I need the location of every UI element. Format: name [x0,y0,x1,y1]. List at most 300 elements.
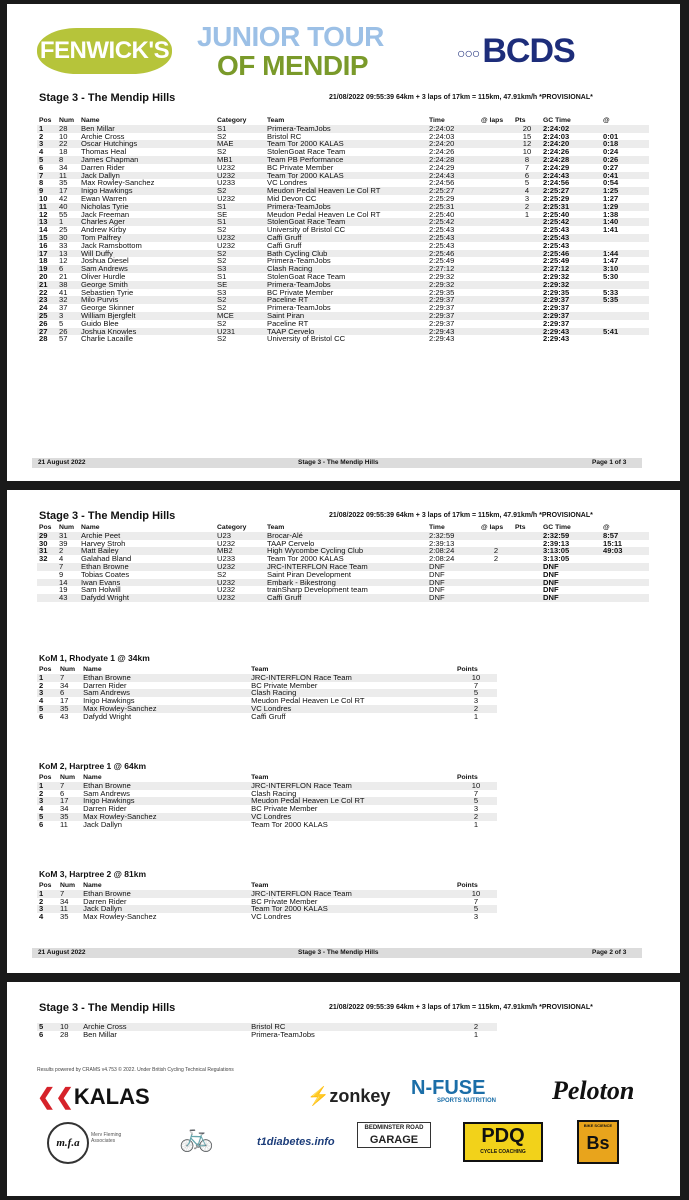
team-cell: JRC-INTERFLON Race Team [265,563,427,571]
name-cell: Sebastien Tyrie [81,287,134,297]
name-cell: Dafydd Wright [79,594,215,602]
category-cell: S2 [217,131,227,141]
col-team: Team [251,666,269,673]
num-cell: 43 [60,711,69,721]
laps-cell [479,156,513,164]
num-cell: 25 [59,225,68,235]
laps-cell [479,172,513,180]
pts-cell [513,312,541,320]
laps-cell [479,571,513,579]
points-cell: 2 [455,705,497,713]
category-cell: U231 [215,328,265,336]
num-cell: 39 [59,538,68,548]
category-cell: S1 [215,218,265,226]
bs-logo-subtext: BIKE SCIENCE [583,1123,613,1128]
points-cell: 5 [455,797,497,805]
num-cell: 12 [59,256,68,266]
pos-cell: 6 [39,1029,44,1039]
category-cell: U232 [215,234,265,242]
table-row [37,594,649,602]
pts-cell [513,226,541,234]
team-cell: Brocar-Alé [265,532,427,540]
name-cell: Iwan Evans [79,579,215,587]
pts-cell [513,273,541,281]
num-cell: 11 [58,905,81,913]
header-logos [7,4,680,92]
team-cell: Paceline RT [265,296,427,304]
category-cell: MAE [215,140,265,148]
laps-cell [479,140,513,148]
pts-cell: 4 [513,187,541,195]
kalas-logo [37,1084,150,1110]
points-cell: 10 [455,674,497,682]
time-cell: 2:24:56 [429,178,455,188]
name-cell: Max Rowley-Sanchez [81,813,249,821]
pos-cell: 3 [37,689,58,697]
time-cell: 2:25:46 [427,250,479,258]
team-cell: High Wycombe Cycling Club [265,547,427,555]
col-pos: Pos [39,882,52,889]
num-cell: 33 [59,240,68,250]
pts-cell: 15 [522,131,532,141]
laps-cell [479,594,513,602]
pos-cell: 7 [37,172,57,180]
num-cell: 43 [57,594,79,602]
num-cell: 28 [57,125,79,133]
num-cell: 6 [60,788,65,798]
name-cell: Darren Rider [81,162,125,172]
gc-time-cell: 2:25:27 [541,187,601,195]
col-category: Category [217,524,247,531]
pts-cell [513,289,541,297]
num-cell: 22 [57,140,79,148]
name-cell: Thomas Heal [81,147,127,157]
pts-cell [513,571,541,579]
name-cell: Charles Ager [79,218,215,226]
pos-cell [37,571,57,579]
nfuse-logo [411,1078,496,1104]
bcds-logo-text: BCDS [482,32,575,70]
gc-time-cell: 2:24:20 [541,140,601,148]
gc-time-cell: 2:25:49 [543,256,570,266]
time-cell: 2:25:49 [429,256,455,266]
team-cell: Caffi Gruff [265,234,427,242]
gap-cell: 49:03 [601,547,649,555]
name-cell: James Chapman [79,156,215,164]
bedminster-logo-line2: GARAGE [369,1134,419,1146]
col-num: Num [60,774,76,781]
table-row [37,335,649,343]
points-cell: 7 [473,680,479,690]
peloton-logo: Peloton [552,1076,635,1105]
gc-time-cell: 2:29:35 [543,287,570,297]
num-cell: 8 [57,156,79,164]
pts-cell [513,579,541,587]
name-cell: Oliver Hurdle [81,271,126,281]
name-cell: Sam Andrews [79,265,215,273]
footer-date: 21 August 2022 [38,459,86,466]
team-cell: Meudon Pedal Heaven Le Col RT [265,187,427,195]
pos-cell: 6 [39,162,44,172]
name-cell: Joshua Diesel [81,256,129,266]
gc-time-cell: 2:29:32 [543,271,570,281]
pts-cell [513,218,541,226]
pos-cell: 19 [37,265,57,273]
pos-cell: 3 [37,140,57,148]
team-cell: VC Londres [251,912,292,922]
jtm-logo-line2: OF MENDIP [217,50,369,81]
laps-cell [479,296,513,304]
gc-time-cell: 2:25:31 [541,203,601,211]
time-cell: DNF [429,585,445,595]
laps-cell [479,148,513,156]
col-name: Name [81,524,100,531]
num-cell: 1 [57,218,79,226]
table-row [37,913,497,921]
name-cell: George Skinner [81,303,135,313]
team-cell: JRC-INTERFLON Race Team [249,782,455,790]
pos-cell: 20 [39,271,48,281]
name-cell: Harvey Stroh [81,538,126,548]
points-cell: 7 [473,788,479,798]
points-cell: 1 [473,819,479,829]
pos-cell: 23 [37,296,57,304]
col-pos: Pos [39,524,52,531]
team-cell: Primera-TeamJobs [265,125,427,133]
pos-cell: 28 [39,334,48,344]
gc-time-cell: 2:27:12 [541,265,601,273]
pos-cell: 5 [37,156,57,164]
laps-cell [479,257,513,265]
gap-cell: 0:54 [603,178,619,188]
num-cell: 31 [57,532,79,540]
kom2-table [37,774,497,829]
team-cell: Bath Cycling Club [265,250,427,258]
table-row [37,713,497,721]
pos-cell: 8 [39,178,44,188]
results-table [37,117,649,343]
footer-page: Page 2 of 3 [592,949,627,956]
pts-cell [513,532,541,540]
time-cell: 2:24:20 [427,140,479,148]
col-gap: @ [603,524,610,531]
points-cell: 2 [455,813,497,821]
pos-cell: 15 [37,234,57,242]
gap-cell: 0:41 [601,172,649,180]
num-cell: 7 [57,563,79,571]
powered-by-text: Results powered by CRAMS v4.753 © 2022. Under British Cycling Technical Regulations [37,1067,234,1073]
team-cell: Clash Racing [249,689,455,697]
results-page-3 [7,982,680,1196]
gap-cell: 0:26 [601,156,649,164]
kom3-title: KoM 3, Harptree 2 @ 81km [39,869,147,879]
gc-time-cell: DNF [541,594,601,602]
pts-cell [513,547,541,555]
time-cell: 2:08:24 [427,547,479,555]
num-cell: 17 [60,696,69,706]
team-cell: Saint Piran Development [267,569,351,579]
category-cell: S2 [217,256,227,266]
pos-cell: 11 [37,203,57,211]
laps-cell [479,320,513,328]
pos-cell: 1 [37,782,58,790]
laps-cell [479,281,513,289]
col-time: Time [429,117,445,124]
laps-cell [479,289,513,297]
t1diabetes-logo: t1diabetes.info [257,1136,335,1148]
time-cell: DNF [429,569,445,579]
laps-cell [479,234,513,242]
gap-cell: 0:18 [601,140,649,148]
points-cell: 10 [455,890,497,898]
name-cell: Max Rowley-Sanchez [83,912,157,922]
gap-cell: 1:29 [601,203,649,211]
gap-cell: 1:44 [601,250,649,258]
pts-cell: 20 [513,125,541,133]
gc-time-cell: 2:29:37 [543,318,570,328]
stage-info: 21/08/2022 09:55:39 64km + 3 laps of 17km = 115km, 47.91km/h *PROVISIONAL* [329,94,593,101]
category-cell: U232 [217,538,236,548]
pts-cell [513,335,541,343]
col-num: Num [59,117,75,124]
pdq-logo-text: PDQ [481,1125,525,1147]
team-cell: Caffi Gruff [267,240,302,250]
num-cell: 13 [57,250,79,258]
pos-cell: 5 [37,705,58,713]
name-cell: Archie Cross [81,131,125,141]
sponsor-logos [7,1062,680,1192]
laps-cell [479,218,513,226]
laps-cell [479,187,513,195]
pts-cell: 1 [524,209,530,219]
pos-cell: 25 [37,312,57,320]
category-cell: U232 [215,594,265,602]
category-cell: U232 [215,579,265,587]
category-cell: S2 [215,296,265,304]
category-cell: S1 [217,271,227,281]
col-category: Category [217,117,247,124]
stage-title: Stage 3 - The Mendip Hills [39,92,176,104]
pos-cell [37,579,57,587]
num-cell: 11 [60,819,68,829]
laps-cell [479,563,513,571]
num-cell: 17 [58,797,81,805]
pos-cell: 17 [37,250,57,258]
team-cell: BC Private Member [251,680,318,690]
name-cell: Darren Rider [83,680,127,690]
pos-cell: 18 [39,256,48,266]
team-cell: Team Tor 2000 KALAS [265,140,427,148]
table-row [37,821,497,829]
team-cell: VC Londres [249,813,455,821]
category-cell: MCE [215,312,265,320]
category-cell: S2 [215,187,265,195]
zonkey-logo [307,1086,390,1107]
name-cell: Sam Holwill [81,585,121,595]
gap-cell: 5:35 [601,296,649,304]
name-cell: Ethan Browne [79,563,215,571]
laps-cell [479,586,513,594]
points-cell: 3 [473,804,479,814]
bcds-logo [457,32,575,72]
fenwicks-logo: FENWICK'S [37,28,172,74]
team-cell: Primera-TeamJobs [267,256,331,266]
team-cell: StolenGoat Race Team [267,147,346,157]
team-cell: Bristol RC [249,1023,455,1031]
name-cell: Charlie Lacaille [81,334,133,344]
gap-cell: 1:38 [603,209,619,219]
num-cell: 30 [57,234,79,242]
pts-cell [513,257,541,265]
gc-time-cell: DNF [543,569,559,579]
team-cell: Saint Piran [265,312,427,320]
team-cell: Bristol RC [267,131,302,141]
category-cell: U232 [215,172,265,180]
team-cell: Caffi Gruff [265,594,427,602]
num-cell: 6 [57,265,79,273]
laps-cell [479,579,513,587]
points-cell: 1 [473,1029,479,1039]
kalas-logo-text: KALAS [73,1084,150,1109]
bcds-rings-icon: ○○○ [457,45,480,62]
pos-cell: 2 [39,896,44,906]
pts-cell [513,234,541,242]
category-cell: SE [215,281,265,289]
gc-time-cell: 3:13:05 [543,554,570,564]
laps-cell [479,304,513,312]
laps-cell [479,532,513,540]
kom2-title: KoM 2, Harptree 1 @ 64km [39,761,147,771]
bs-logo-text: Bs [586,1133,610,1153]
gap-cell: 5:41 [601,328,649,336]
time-cell: 2:24:28 [427,156,479,164]
pos-cell: 4 [39,147,44,157]
num-cell: 14 [57,579,79,587]
team-cell: Caffi Gruff [251,711,286,721]
pos-cell: 9 [37,187,57,195]
time-cell: 2:29:32 [427,281,479,289]
category-cell: U232 [217,193,236,203]
time-cell: 2:25:43 [429,240,455,250]
pos-cell: 5 [37,1023,58,1031]
gap-cell [601,234,649,242]
num-cell: 7 [58,890,81,898]
name-cell: Ewan Warren [81,193,127,203]
name-cell: Galahad Bland [81,554,132,564]
zonkey-logo-text: zonkey [329,1086,391,1106]
col-points: Points [456,666,478,673]
pos-cell: 3 [37,905,58,913]
name-cell: Ben Millar [83,1029,117,1039]
laps-cell [479,133,513,141]
team-cell: Embark - Bikestrong [265,579,427,587]
team-cell: Clash Racing [251,788,297,798]
laps-cell [479,328,513,336]
footer-date: 21 August 2022 [38,949,86,956]
category-cell: S2 [217,569,227,579]
gap-cell: 0:01 [603,131,619,141]
team-cell: University of Bristol CC [267,334,346,344]
gc-time-cell: 2:29:37 [541,312,601,320]
results-table-continued [37,524,649,602]
pos-cell: 5 [37,813,58,821]
col-pos: Pos [39,666,52,673]
num-cell: 28 [60,1029,69,1039]
col-team: Team [267,117,285,124]
pos-cell: 26 [39,318,48,328]
gap-cell [601,335,649,343]
cyclist-icon: 🚲 [179,1121,214,1152]
pos-cell: 31 [37,547,57,555]
pts-cell [513,304,541,312]
col-pos: Pos [39,117,52,124]
category-cell: S2 [217,147,227,157]
col-laps: @ laps [481,117,504,124]
pts-cell [513,281,541,289]
name-cell: Tom Palfrey [79,234,215,242]
laps-cell: 2 [479,547,513,555]
col-gap: @ [603,117,610,124]
time-cell: 2:29:37 [427,296,479,304]
team-cell: Paceline RT [267,318,309,328]
category-cell: U23 [215,532,265,540]
name-cell: Jack Dallyn [81,905,249,913]
gc-time-cell: DNF [543,585,559,595]
team-cell: TAAP Cervelo [265,328,427,336]
gap-cell [601,586,649,594]
kalas-chevron-icon: ❮❮ [37,1084,74,1109]
name-cell: Jack Freeman [81,209,130,219]
name-cell: Archie Peet [79,532,215,540]
nfuse-logo-subtext: SPORTS NUTRITION [437,1098,497,1104]
laps-cell [479,265,513,273]
gc-time-cell: 2:25:42 [541,218,601,226]
stage-info: 21/08/2022 09:55:39 64km + 3 laps of 17km = 115km, 47.91km/h *PROVISIONAL* [329,512,593,519]
num-cell: 32 [57,296,79,304]
gap-cell: 1:25 [601,187,649,195]
name-cell: Joshua Knowles [79,328,215,336]
gap-cell: 8:57 [601,532,649,540]
num-cell: 6 [58,689,81,697]
pts-cell: 8 [513,156,541,164]
pos-cell: 14 [39,225,48,235]
name-cell: Max Rowley-Sanchez [81,178,155,188]
team-cell: Primera-TeamJobs [265,281,427,289]
name-cell: Ben Millar [79,125,215,133]
num-cell: 35 [59,178,68,188]
gap-cell: 3:10 [601,265,649,273]
col-points: Points [456,774,478,781]
name-cell: Sam Andrews [81,689,249,697]
gap-cell: 1:27 [603,193,619,203]
category-cell: MB2 [215,547,265,555]
name-cell: Darren Rider [83,804,127,814]
name-cell: Darren Rider [83,896,127,906]
col-num: Num [60,882,76,889]
name-cell: Jack Dallyn [83,819,122,829]
gap-cell: 5:30 [603,271,619,281]
pos-cell: 12 [39,209,48,219]
category-cell: S2 [217,318,227,328]
col-laps: @ laps [481,524,504,531]
team-cell: BC Private Member [251,804,318,814]
num-cell: 55 [59,209,68,219]
team-cell: TAAP Cervelo [267,538,315,548]
points-cell: 1 [473,711,479,721]
laps-cell [479,125,513,133]
num-cell: 4 [59,554,64,564]
team-cell: Team Tor 2000 KALAS [265,172,427,180]
